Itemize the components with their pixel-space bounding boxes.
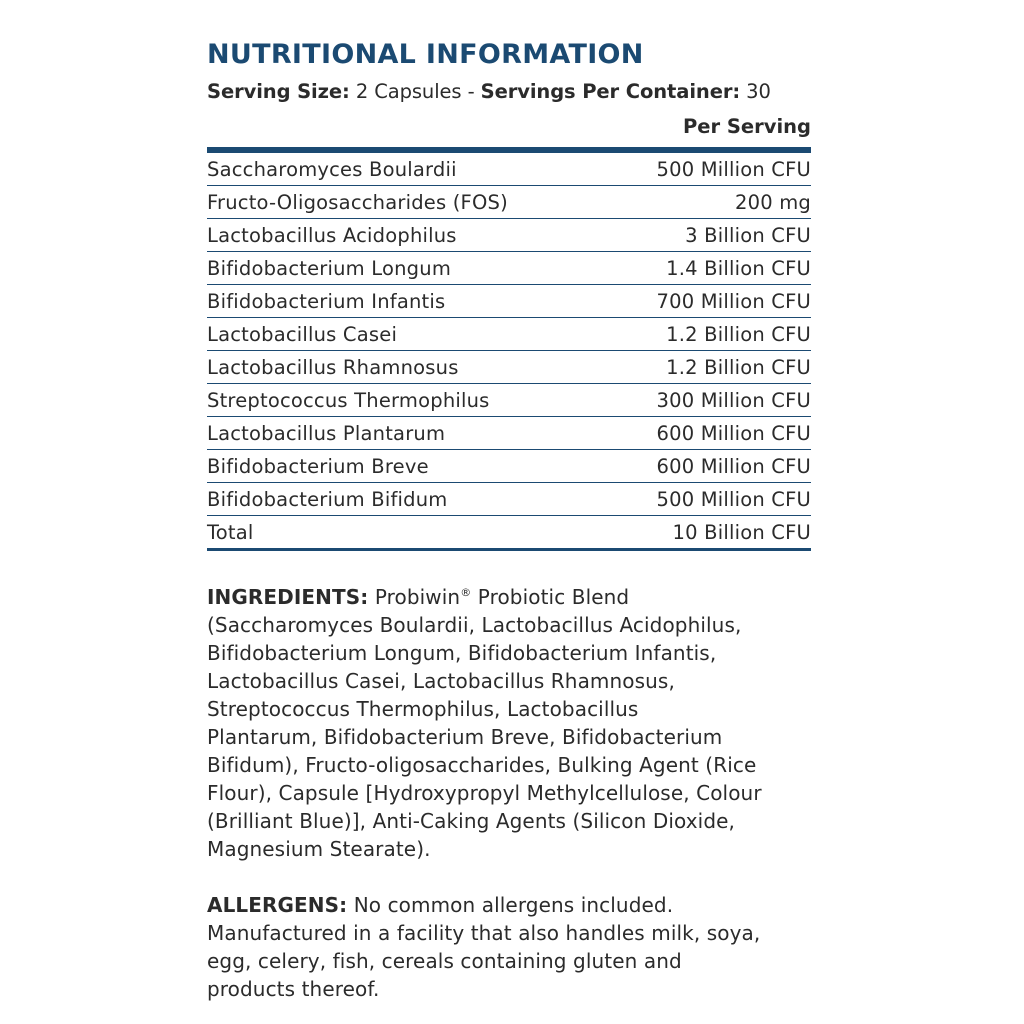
table-row [207,153,811,186]
allergens-label: ALLERGENS: [207,893,348,917]
nutrient-name: Lactobacillus Casei [207,322,398,346]
table-row [207,516,811,548]
ingredients-line: Plantarum, Bifidobacterium Breve, Bifidobacterium [207,725,723,749]
nutrient-name: Bifidobacterium Longum [207,256,452,280]
table-row [207,384,811,417]
serving-info [207,76,811,108]
nutrient-amount: 500 Million CFU [656,487,811,511]
ingredients-line [207,579,811,611]
ingredients-section [207,579,811,863]
nutrient-table [207,153,811,548]
serving-size-label: Serving Size: [207,80,350,103]
servings-per-container-label: Servings Per Container: [480,80,741,103]
table-row [207,417,811,450]
nutrient-amount: 500 Million CFU [656,157,811,181]
allergens-line: egg, celery, fish, cereals containing gluten and [207,949,682,973]
table-row [207,351,811,384]
nutrient-amount: 1.4 Billion CFU [666,256,811,280]
table-row [207,483,811,516]
nutrient-amount: 200 mg [735,190,811,214]
serving-size-value: 2 Capsules - [355,80,475,103]
nutrient-amount: 3 Billion CFU [685,223,811,247]
table-row [207,285,811,318]
per-serving-header: Per Serving [682,115,811,138]
allergens-line: Manufactured in a facility that also handles milk, soya, [207,921,761,945]
ingredients-brand: Probiwin [374,585,461,609]
registered-mark: ® [460,586,472,599]
ingredients-label: INGREDIENTS: [207,585,369,609]
ingredients-line: Streptococcus Thermophilus, Lactobacillus [207,697,639,721]
nutrition-panel [207,36,811,1003]
ingredients-line: (Saccharomyces Boulardii, Lactobacillus Acidophilus, [207,613,742,637]
nutrient-amount: 700 Million CFU [656,289,811,313]
nutrient-name: Bifidobacterium Breve [207,454,429,478]
ingredients-line: Bifidum), Fructo-oligosaccharides, Bulking Agent (Rice [207,753,757,777]
allergens-line [207,891,811,919]
table-row [207,318,811,351]
ingredients-line: (Brilliant Blue)], Anti-Caking Agents (Silicon Dioxide, [207,809,735,833]
nutrient-name: Total [207,520,254,544]
nutrient-amount: 1.2 Billion CFU [666,322,811,346]
allergens-section [207,891,811,1003]
nutrient-name: Lactobacillus Plantarum [207,421,446,445]
servings-per-container-value: 30 [746,80,771,103]
nutrient-name: Lactobacillus Rhamnosus [207,355,459,379]
table-row [207,219,811,252]
table-bottom-rule [207,548,811,551]
ingredients-text: Probiotic Blend [477,585,630,609]
allergens-line: products thereof. [207,977,380,1001]
nutrient-name: Bifidobacterium Bifidum [207,487,448,511]
nutrient-amount: 1.2 Billion CFU [666,355,811,379]
nutrient-name: Streptococcus Thermophilus [207,388,490,412]
nutrient-amount: 600 Million CFU [656,421,811,445]
nutrient-amount: 10 Billion CFU [672,520,811,544]
nutrient-name: Fructo-Oligosaccharides (FOS) [207,190,508,214]
nutrient-name: Bifidobacterium Infantis [207,289,446,313]
ingredients-line: Lactobacillus Casei, Lactobacillus Rhamnosus, [207,669,675,693]
nutrient-amount: 300 Million CFU [656,388,811,412]
ingredients-line: Magnesium Stearate). [207,837,431,861]
ingredients-line: Flour), Capsule [Hydroxypropyl Methylcellulose, Colour [207,781,762,805]
table-row [207,186,811,219]
ingredients-line: Bifidobacterium Longum, Bifidobacterium Infantis, [207,641,717,665]
nutrient-name: Saccharomyces Boulardii [207,157,457,181]
table-row [207,252,811,285]
panel-title: NUTRITIONAL INFORMATION [207,39,644,70]
nutrient-amount: 600 Million CFU [656,454,811,478]
nutrient-name: Lactobacillus Acidophilus [207,223,457,247]
table-row [207,450,811,483]
allergens-text: No common allergens included. [353,893,674,917]
